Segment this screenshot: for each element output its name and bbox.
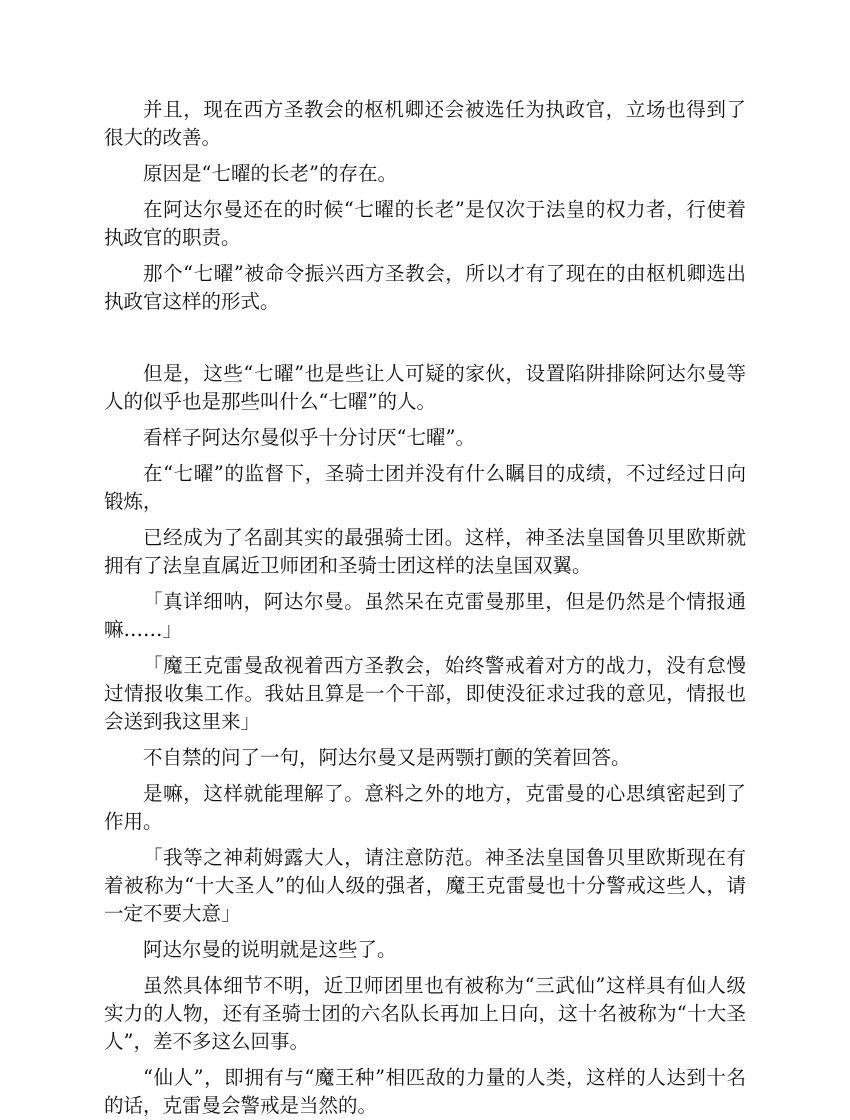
paragraph-ten-saints: 虽然具体细节不明，近卫师团里也有被称为“三武仙”这样具有仙人级实力的人物，还有圣骑士团的六名队长再加上日向，这十名被称为“十大圣人”，差不多这么回事。: [104, 974, 746, 1053]
paragraph-elders-role: 在阿达尔曼还在的时候“七曜的长老”是仅次于法皇的权力者，行使着执政官的职责。: [104, 198, 746, 249]
paragraph-seven-luminaries-order: 那个“七曜”被命令振兴西方圣教会，所以才有了现在的由枢机卿选出执政官这样的形式。: [104, 262, 746, 313]
paragraph-sage-definition: “仙人”，即拥有与“魔王种”相匹敌的力量的人类，这样的人达到十名的话，克雷曼会警戒是当然的。: [104, 1066, 746, 1117]
paragraph-explanation-end: 阿达尔曼的说明就是这些了。: [143, 938, 397, 961]
paragraph-dialogue-detailed: 「真详细呐，阿达尔曼。虽然呆在克雷曼那里，但是仍然是个情报通嘛……」: [104, 590, 746, 641]
document-page: [104, 0, 746, 1117]
paragraph-dialogue-clayman: 「魔王克雷曼敌视着西方圣教会，始终警戒着对方的战力，没有怠慢过情报收集工作。我姑且算是一个干部，即使没征求过我的意见，情报也会送到我这里来」: [104, 654, 746, 733]
paragraph-reform: 并且，现在西方圣教会的枢机卿还会被选任为执政官，立场也得到了很大的改善。: [104, 98, 746, 149]
paragraph-strongest-knights: 已经成为了名副其实的最强骑士团。这样，神圣法皇国鲁贝里欧斯就拥有了法皇直属近卫师团和圣骑士团这样的法皇国双翼。: [104, 526, 746, 577]
paragraph-dialogue-warning: 「我等之神莉姆露大人，请注意防范。神圣法皇国鲁贝里欧斯现在有着被称为“十大圣人”的仙人级的强者，魔王克雷曼也十分警戒这些人，请一定不要大意」: [104, 846, 746, 925]
paragraph-supervision: 在“七曜”的监督下，圣骑士团并没有什么瞩目的成绩，不过经过日向锻炼，: [104, 462, 746, 513]
paragraph-suspicion: 但是，这些“七曜”也是些让人可疑的家伙，设置陷阱排除阿达尔曼等人的似乎也是那些叫什么“七曜”的人。: [104, 362, 746, 413]
paragraph-dislike: 看样子阿达尔曼似乎十分讨厌“七曜”。: [143, 426, 475, 449]
paragraph-understanding: 是嘛，这样就能理解了。意料之外的地方，克雷曼的心思缜密起到了作用。: [104, 782, 746, 833]
section-gap: [104, 316, 746, 352]
paragraph-laughing-reply: 不自禁的问了一句，阿达尔曼又是两颚打颤的笑着回答。: [143, 746, 631, 769]
paragraph-reason: 原因是“七曜的长老”的存在。: [143, 162, 397, 185]
